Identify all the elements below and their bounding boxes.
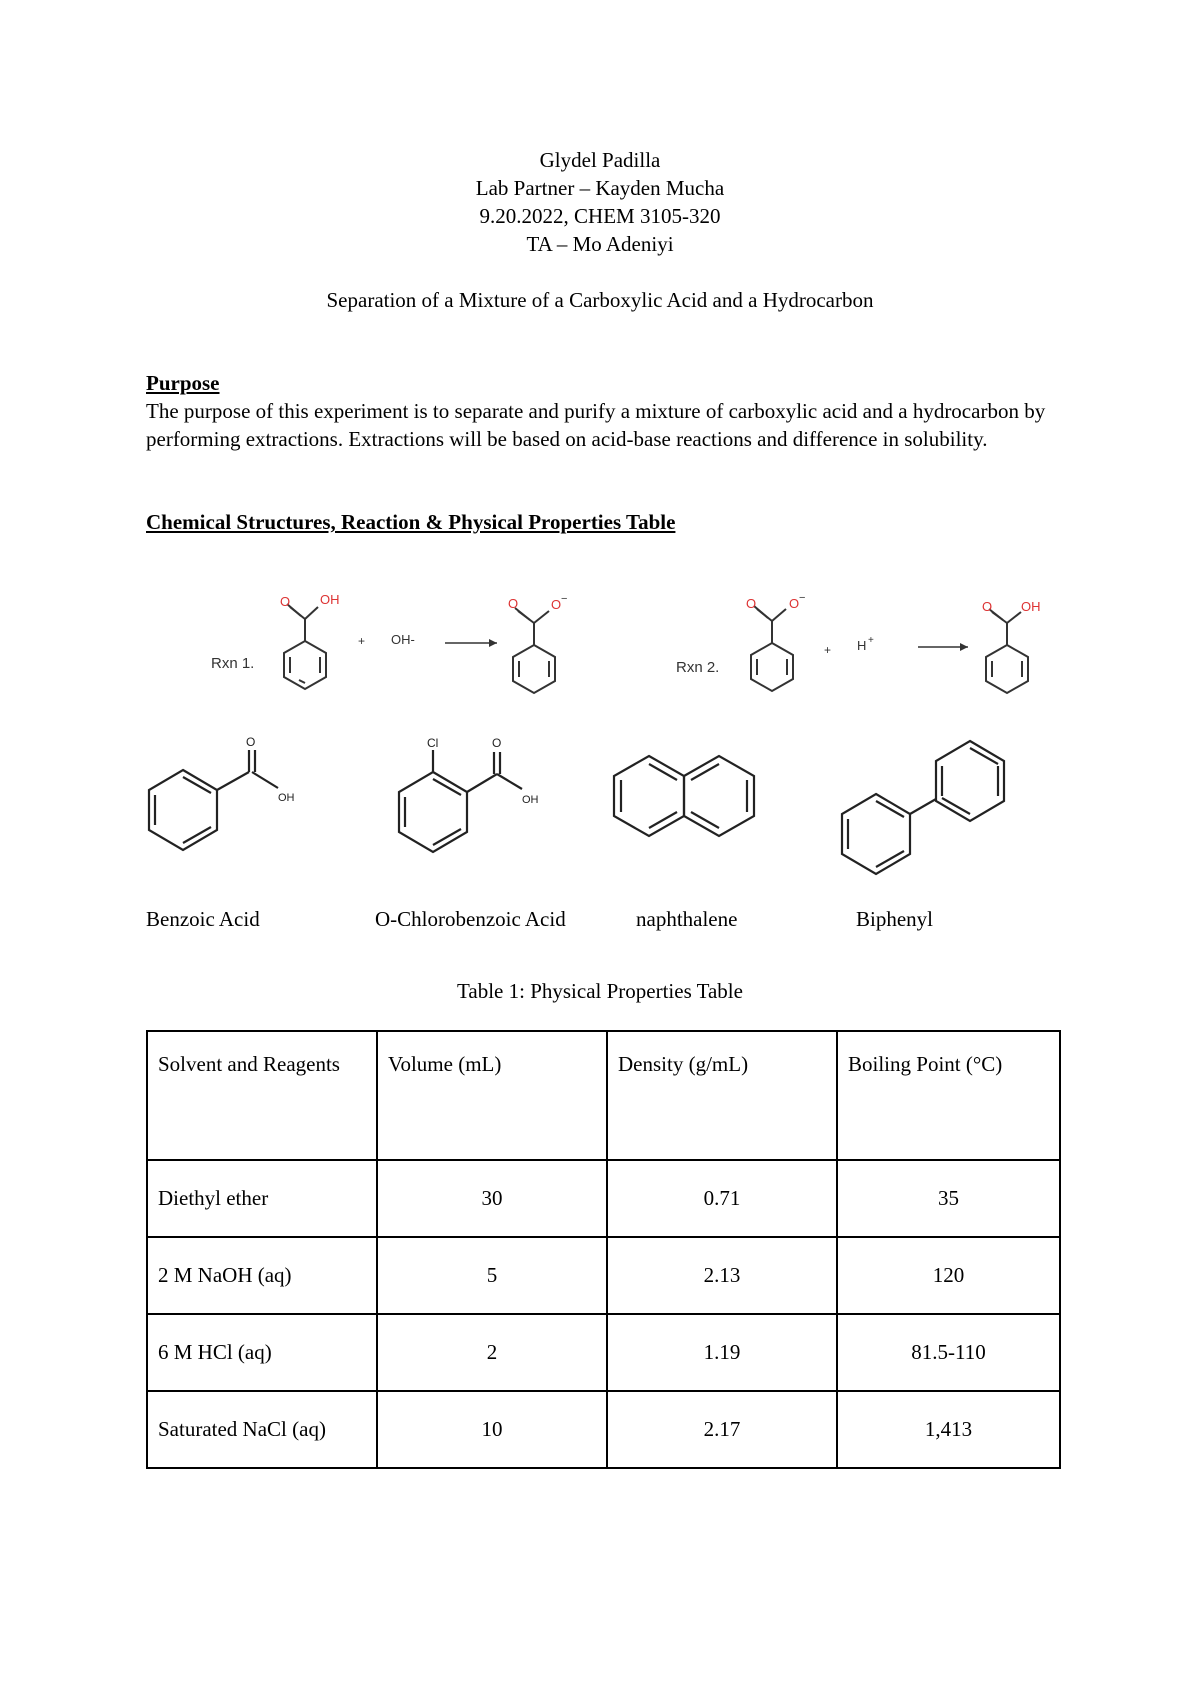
- physical-properties-table: [146, 1030, 1061, 1469]
- header-cell: Density (g/mL): [607, 1031, 837, 1160]
- table-cell: 2.17: [607, 1391, 837, 1468]
- table-cell: 2 M NaOH (aq): [147, 1237, 377, 1314]
- purpose-heading: Purpose: [146, 371, 220, 395]
- report-title: Separation of a Mixture of a Carboxylic Acid and a Hydrocarbon: [326, 288, 874, 312]
- rxn2-reactant-o-minus: O: [789, 596, 800, 611]
- table-cell: 81.5-110: [837, 1314, 1060, 1391]
- o-chlorobenzoic-acid-oh: OH: [522, 794, 539, 806]
- table-header-row: [147, 1031, 1060, 1160]
- table-cell: Saturated NaCl (aq): [147, 1391, 377, 1468]
- table-cell: 1,413: [837, 1391, 1060, 1468]
- caption-biphenyl: Biphenyl: [856, 907, 933, 931]
- header-cell: Boiling Point (°C): [837, 1031, 1060, 1160]
- rxn1-reactant-oh: OH: [320, 592, 340, 607]
- rxn2-plus: +: [824, 643, 832, 657]
- table-cell: 30: [377, 1160, 607, 1237]
- rxn1-reagent: OH-: [391, 632, 415, 647]
- author-name: Glydel Padilla: [539, 148, 661, 172]
- rxn2-reactant-charge: −: [799, 592, 806, 604]
- lab-partner: Lab Partner – Kayden Mucha: [475, 176, 725, 200]
- benzoic-acid-oh: OH: [278, 792, 295, 804]
- biphenyl-structure: [842, 741, 1004, 874]
- table-row: [147, 1160, 1060, 1237]
- table-cell: 6 M HCl (aq): [147, 1314, 377, 1391]
- purpose-text: The purpose of this experiment is to separate and purify a mixture of carboxylic acid and a hydrocarbon by performing extractions. Extractions will be based on acid-base reactions and difference in solubility.: [146, 399, 1046, 451]
- rxn2-reagent: H: [857, 638, 867, 653]
- table-cell: 2: [377, 1314, 607, 1391]
- caption-benzoic-acid: Benzoic Acid: [146, 907, 260, 931]
- caption-naphthalene: naphthalene: [636, 907, 738, 931]
- caption-o-chlorobenzoic-acid: O-Chlorobenzoic Acid: [375, 907, 566, 931]
- date-course: 9.20.2022, CHEM 3105-320: [479, 204, 721, 228]
- rxn1-label: Rxn 1.: [211, 655, 255, 672]
- table-row: [147, 1314, 1060, 1391]
- o-chlorobenzoic-acid-structure: [399, 750, 522, 852]
- table-cell: 0.71: [607, 1160, 837, 1237]
- table-cell: 5: [377, 1237, 607, 1314]
- table-cell: Diethyl ether: [147, 1160, 377, 1237]
- benzoic-acid-o: O: [246, 735, 256, 749]
- o-chlorobenzoic-acid-cl: Cl: [427, 736, 439, 750]
- rxn1-product-o: O: [508, 596, 519, 611]
- table-row: [147, 1237, 1060, 1314]
- rxn1-reactant-o: O: [280, 594, 291, 609]
- header-cell: Solvent and Reagents: [147, 1031, 377, 1160]
- naphthalene-structure: [614, 756, 754, 836]
- table-cell: 10: [377, 1391, 607, 1468]
- table-cell: 2.13: [607, 1237, 837, 1314]
- rxn1-plus: +: [358, 634, 366, 648]
- rxn2-reagent-charge: +: [868, 635, 874, 646]
- table-caption: Table 1: Physical Properties Table: [457, 979, 743, 1003]
- rxn1-product-o-minus: O: [551, 597, 562, 612]
- header-cell: Volume (mL): [377, 1031, 607, 1160]
- teaching-assistant: TA – Mo Adeniyi: [526, 232, 674, 256]
- table-cell: 35: [837, 1160, 1060, 1237]
- rxn1-product-charge: −: [561, 593, 568, 605]
- rxn2-product-oh: OH: [1021, 599, 1041, 614]
- table-row: [147, 1391, 1060, 1468]
- benzoic-acid-structure: [149, 750, 278, 850]
- rxn2-reactant-o: O: [746, 596, 757, 611]
- structures-heading: Chemical Structures, Reaction & Physical Properties Table: [146, 510, 676, 534]
- rxn2-label: Rxn 2.: [676, 659, 720, 676]
- o-chlorobenzoic-acid-o: O: [492, 736, 502, 750]
- table-cell: 120: [837, 1237, 1060, 1314]
- rxn2-product-o: O: [982, 599, 993, 614]
- table-cell: 1.19: [607, 1314, 837, 1391]
